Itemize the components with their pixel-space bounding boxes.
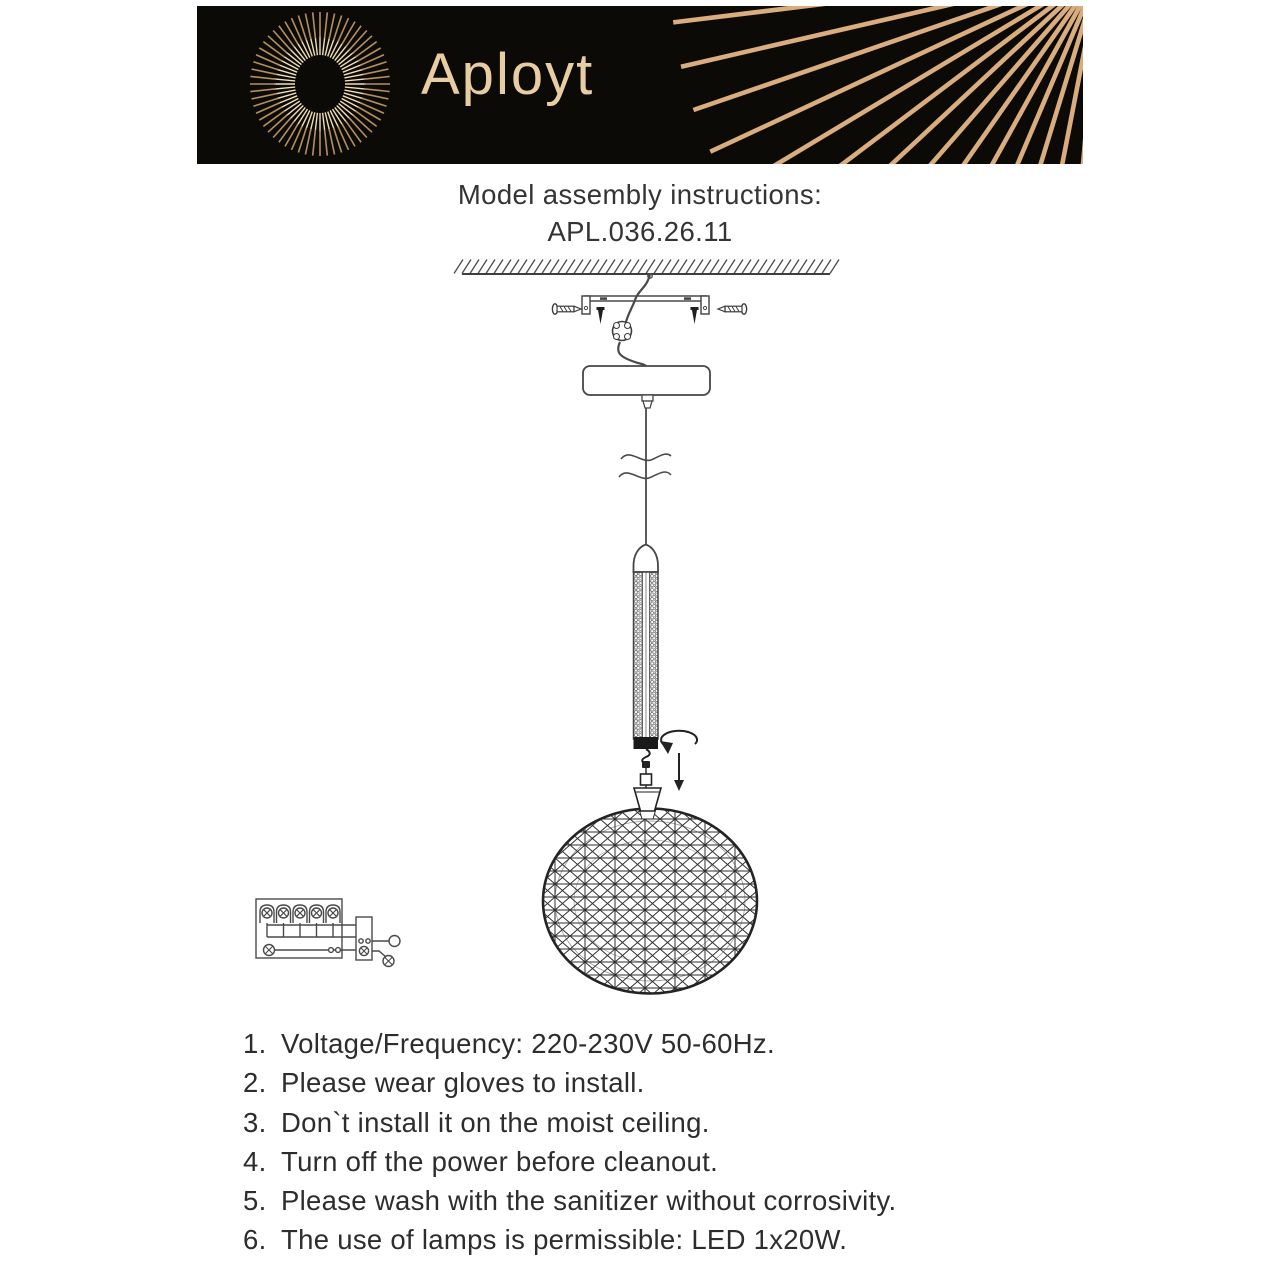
instruction-text: Don`t install it on the moist ceiling. — [281, 1106, 710, 1138]
vertical-screw-left — [597, 307, 605, 324]
instruction-item — [243, 1103, 1073, 1142]
sphere-shade — [543, 809, 757, 994]
instruction-item — [243, 1220, 1073, 1259]
instruction-text: Please wash with the sanitizer without corrosivity. — [281, 1185, 897, 1217]
instruction-list — [243, 1024, 1073, 1260]
instruction-number: 1. — [243, 1028, 267, 1059]
ceiling-canopy — [583, 366, 710, 408]
terminal-connector — [613, 322, 632, 341]
instruction-item — [243, 1181, 1073, 1220]
header-banner — [197, 6, 1083, 164]
instruction-text: Please wear gloves to install. — [281, 1067, 645, 1099]
title-block — [0, 176, 1280, 250]
instruction-number: 3. — [243, 1106, 267, 1138]
instruction-number: 4. — [243, 1145, 267, 1177]
instruction-number: 2. — [243, 1067, 267, 1099]
model-number: APL.036.26.11 — [547, 216, 733, 247]
side-screw-left — [552, 304, 581, 314]
instruction-item — [243, 1142, 1073, 1181]
instruction-number: 6. — [243, 1224, 267, 1256]
assembly-diagram — [0, 250, 1280, 1020]
hook-connector — [641, 749, 652, 788]
instruction-text: Turn off the power before cleanout. — [281, 1145, 719, 1177]
crystal-tube — [634, 545, 659, 750]
brand-logo-text: Aployt — [421, 42, 595, 107]
starburst-icon — [245, 9, 395, 159]
side-screw-right — [718, 304, 747, 314]
instruction-item — [243, 1024, 1073, 1063]
down-arrow-icon — [674, 753, 684, 791]
power-wire — [618, 274, 652, 366]
instruction-text: The use of lamps is permissible: LED 1x20W. — [281, 1224, 848, 1256]
instruction-item — [243, 1063, 1073, 1102]
vertical-screw-right — [691, 307, 699, 324]
wiring-diagram — [256, 899, 400, 967]
rotate-arrow-icon — [660, 731, 697, 754]
instruction-text: Voltage/Frequency: 220-230V 50-60Hz. — [281, 1028, 775, 1059]
page-title: Model assembly instructions: — [457, 179, 823, 210]
instruction-number: 5. — [243, 1185, 267, 1217]
ceiling-hatch — [454, 260, 839, 275]
suspension-cable — [619, 408, 671, 546]
